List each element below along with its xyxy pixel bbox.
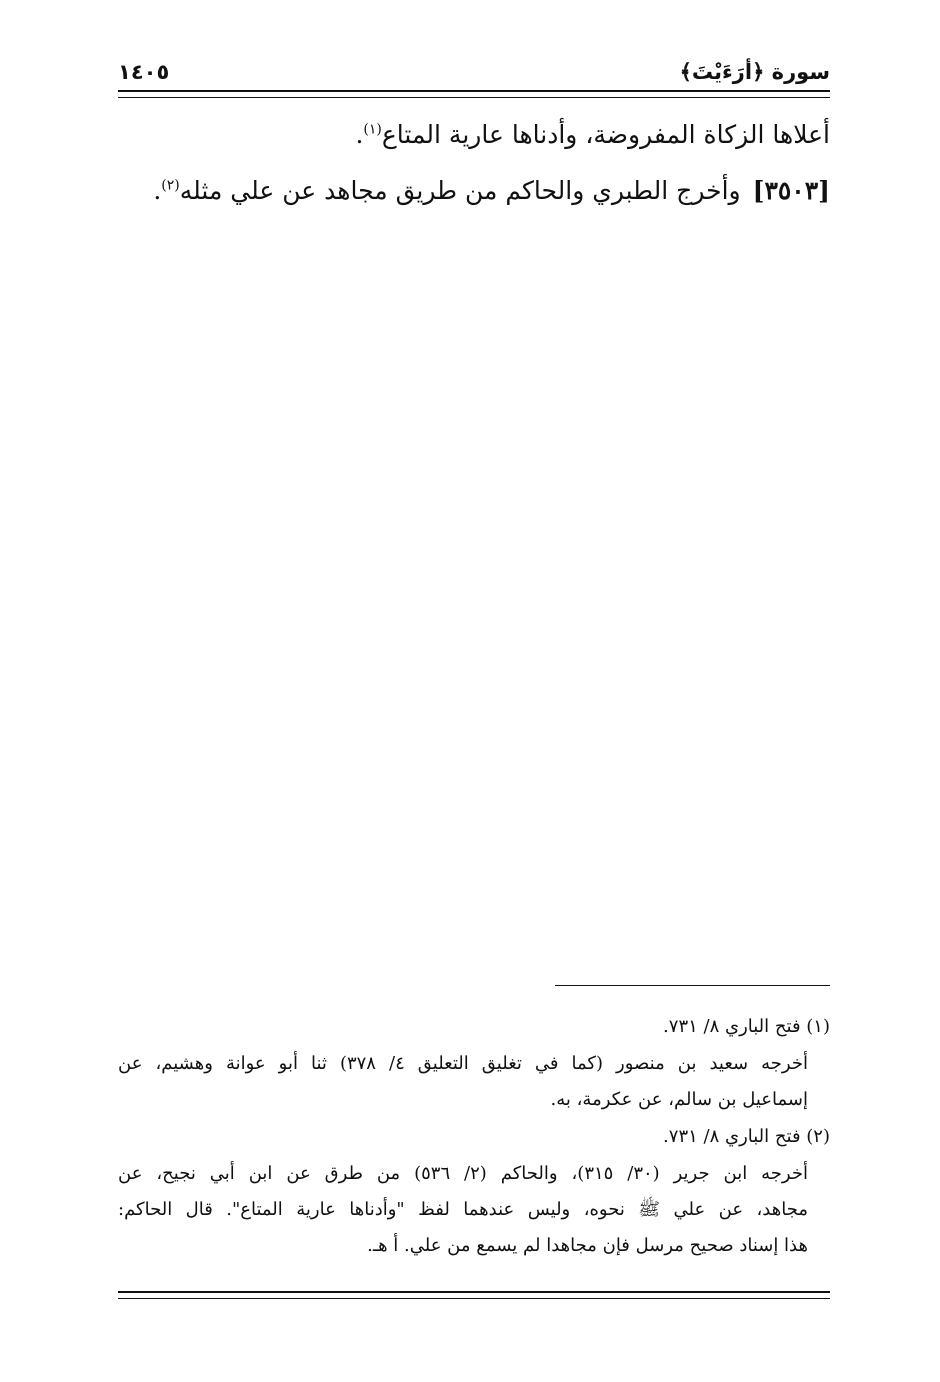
footnote-separator	[555, 985, 830, 986]
footnote-2	[118, 1118, 830, 1264]
footnotes	[118, 1008, 830, 1264]
footnote-1-line-2: إسماعيل بن سالم، عن عكرمة، به.	[550, 1089, 808, 1110]
main-text	[118, 112, 830, 214]
main-line-1-end: .	[355, 120, 364, 149]
footnote-2-line-3: هذا إسناد صحيح مرسل فإن مجاهدا لم يسمع من علي. أ هـ.	[367, 1235, 808, 1256]
footnote-1-line-1: أخرجه سعيد بن منصور (كما في تغليق التعليق ٤/ ٣٧٨) ثنا أبو عوانة وهشيم، عن	[118, 1053, 808, 1074]
athar-number: [٣٥٠٣]	[752, 176, 830, 205]
header-rule	[118, 90, 830, 98]
main-line-2-text: وأخرج الطبري والحاكم من طريق مجاهد عن علي مثله	[179, 176, 741, 205]
footnote-1-head: (١) فتح الباري ٨/ ٧٣١.	[663, 1016, 830, 1037]
main-line-2-end: .	[153, 176, 162, 205]
main-line-2	[118, 168, 830, 214]
main-line-1-text: أعلاها الزكاة المفروضة، وأدناها عارية المتاع	[381, 120, 830, 149]
footnote-ref-2[interactable]: (٢)	[161, 177, 180, 194]
footnote-1	[118, 1008, 830, 1118]
footnote-ref-1[interactable]: (١)	[363, 121, 382, 138]
main-line-1	[118, 112, 830, 158]
footer-rule	[118, 1291, 830, 1299]
footnote-1-body	[118, 1046, 830, 1118]
page-number: ١٤٠٥	[118, 60, 170, 84]
footnote-2-line-1: أخرجه ابن جرير (٣٠/ ٣١٥)، والحاكم (٢/ ٥٣٦) من طرق عن ابن أبي نجيح، عن	[118, 1163, 808, 1184]
footnote-2-body	[118, 1156, 830, 1264]
surah-title: سورة ﴿أرَءَيْتَ﴾	[679, 60, 830, 84]
footnote-2-line-2: مجاهد، عن علي ﷺ نحوه، وليس عندهما لفظ "وأدناها عارية المتاع". قال الحاكم:	[118, 1199, 808, 1220]
footnote-2-head: (٢) فتح الباري ٨/ ٧٣١.	[663, 1126, 830, 1147]
